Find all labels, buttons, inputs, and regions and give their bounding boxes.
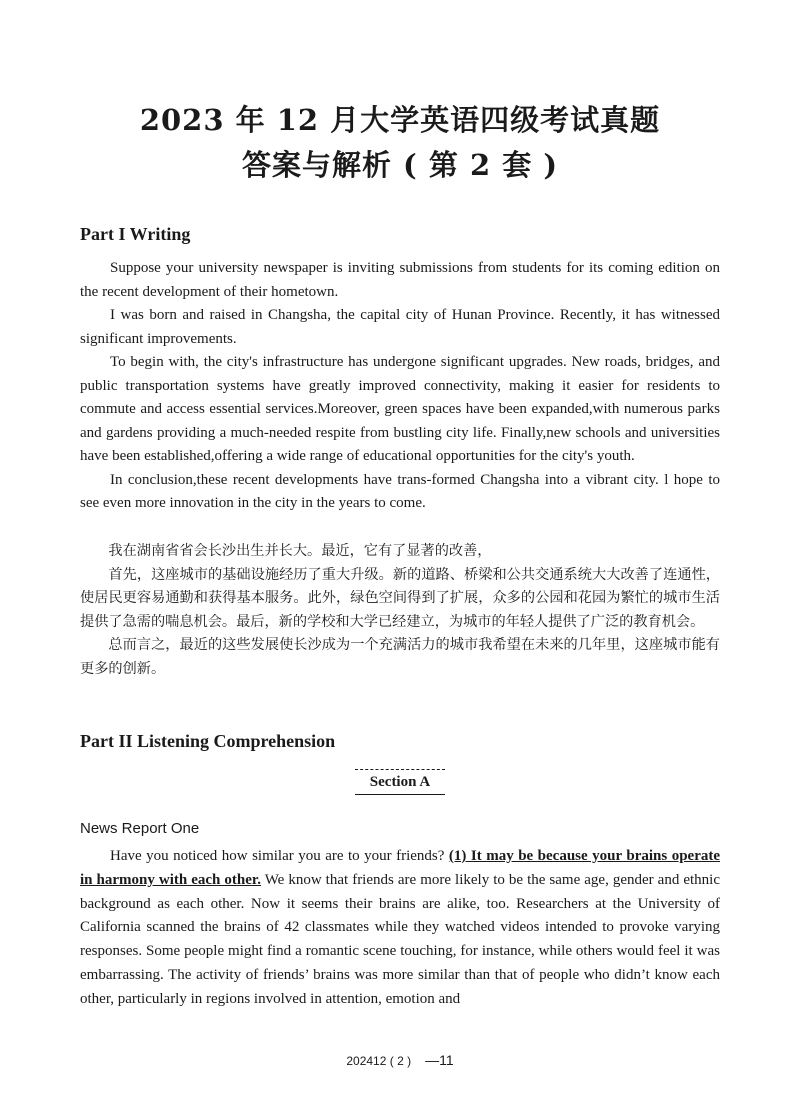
page-title-line-2: 答案与解析 ( 第 2 套 ) bbox=[241, 148, 559, 182]
translation-paragraph: 首先，这座城市的基础设施经历了重大升级。新的道路、桥梁和公共交通系统大大改善了连通性，使居民更容易通勤和获得基本服务。此外，绿色空间得到了扩展，众多的公园和花园为繁忙的城市生活提供了急需的喘息机会。最后，新的学校和大学已经建立，为城市的年轻人提供了广泛的教育机会。 bbox=[80, 566, 720, 630]
news-report-transcript bbox=[80, 845, 720, 1012]
transcript-rest: We know that friends are more likely to be the same age, gender and ethnic background as each other. Now it seems their brains are alike, too. Researchers at the University of California scanned the brains of 42 classmates while they watched videos intended to provoke varying responses. Some people might find a romantic scene touching, for instance, while others would feel it was embarrassing. The activity of friends’ brains was more similar than that of people who didn’t know each other, particularly in regions involved in attention, emotion and bbox=[80, 871, 720, 1007]
transcript-lead: Have you noticed how similar you are to your friends? bbox=[110, 848, 449, 864]
page-footer bbox=[0, 1052, 800, 1068]
essay-paragraph: In conclusion,these recent developments have trans-formed Changsha into a vibrant city. l hope to see even more innovation in the city in the years to come. bbox=[80, 471, 720, 511]
news-report-heading: News Report One bbox=[80, 820, 200, 837]
essay-paragraph: I was born and raised in Changsha, the capital city of Hunan Province. Recently, it has witnessed significant improvements. bbox=[80, 307, 720, 347]
issue-code: 202412 ( 2 ) bbox=[346, 1054, 412, 1068]
page-number: —11 bbox=[425, 1052, 454, 1068]
page-title-line-1: 2023 年 12 月大学英语四级考试真题 bbox=[139, 103, 661, 137]
translation-paragraph: 我在湖南省省会长沙出生并长大。最近，它有了显著的改善， bbox=[108, 543, 492, 559]
essay-paragraph: Suppose your university newspaper is inviting submissions from students for its coming edition on the recent development of their hometown. bbox=[80, 260, 720, 300]
part-1-heading: Part I Writing bbox=[80, 224, 191, 244]
writing-essay bbox=[80, 257, 720, 516]
section-bottom-rule bbox=[355, 794, 445, 795]
section-label: Section A bbox=[369, 774, 431, 790]
transcript-paragraph bbox=[80, 845, 720, 1012]
part-2-heading: Part II Listening Comprehension bbox=[80, 731, 336, 751]
section-a-label-box bbox=[355, 769, 445, 799]
translation-paragraph: 总而言之，最近的这些发展使长沙成为一个充满活力的城市我希望在未来的几年里，这座城市能有更多的创新。 bbox=[80, 637, 720, 677]
answer-highlight: (1) It may be because your brains operate in harmony with each other. bbox=[80, 848, 721, 888]
essay-translation bbox=[80, 540, 720, 681]
essay-paragraph: To begin with, the city's infrastructure has undergone significant upgrades. New roads, bridges, and public transportation systems have greatly improved connectivity, making it easier for residents to commute and access essential services.Moreover, green spaces have been expanded,with numerous parks and gardens providing a much-needed respite from bustling city life. Finally,new schools and universities have been established,offering a wide range of educational opportunities for the city's youth. bbox=[80, 354, 720, 464]
